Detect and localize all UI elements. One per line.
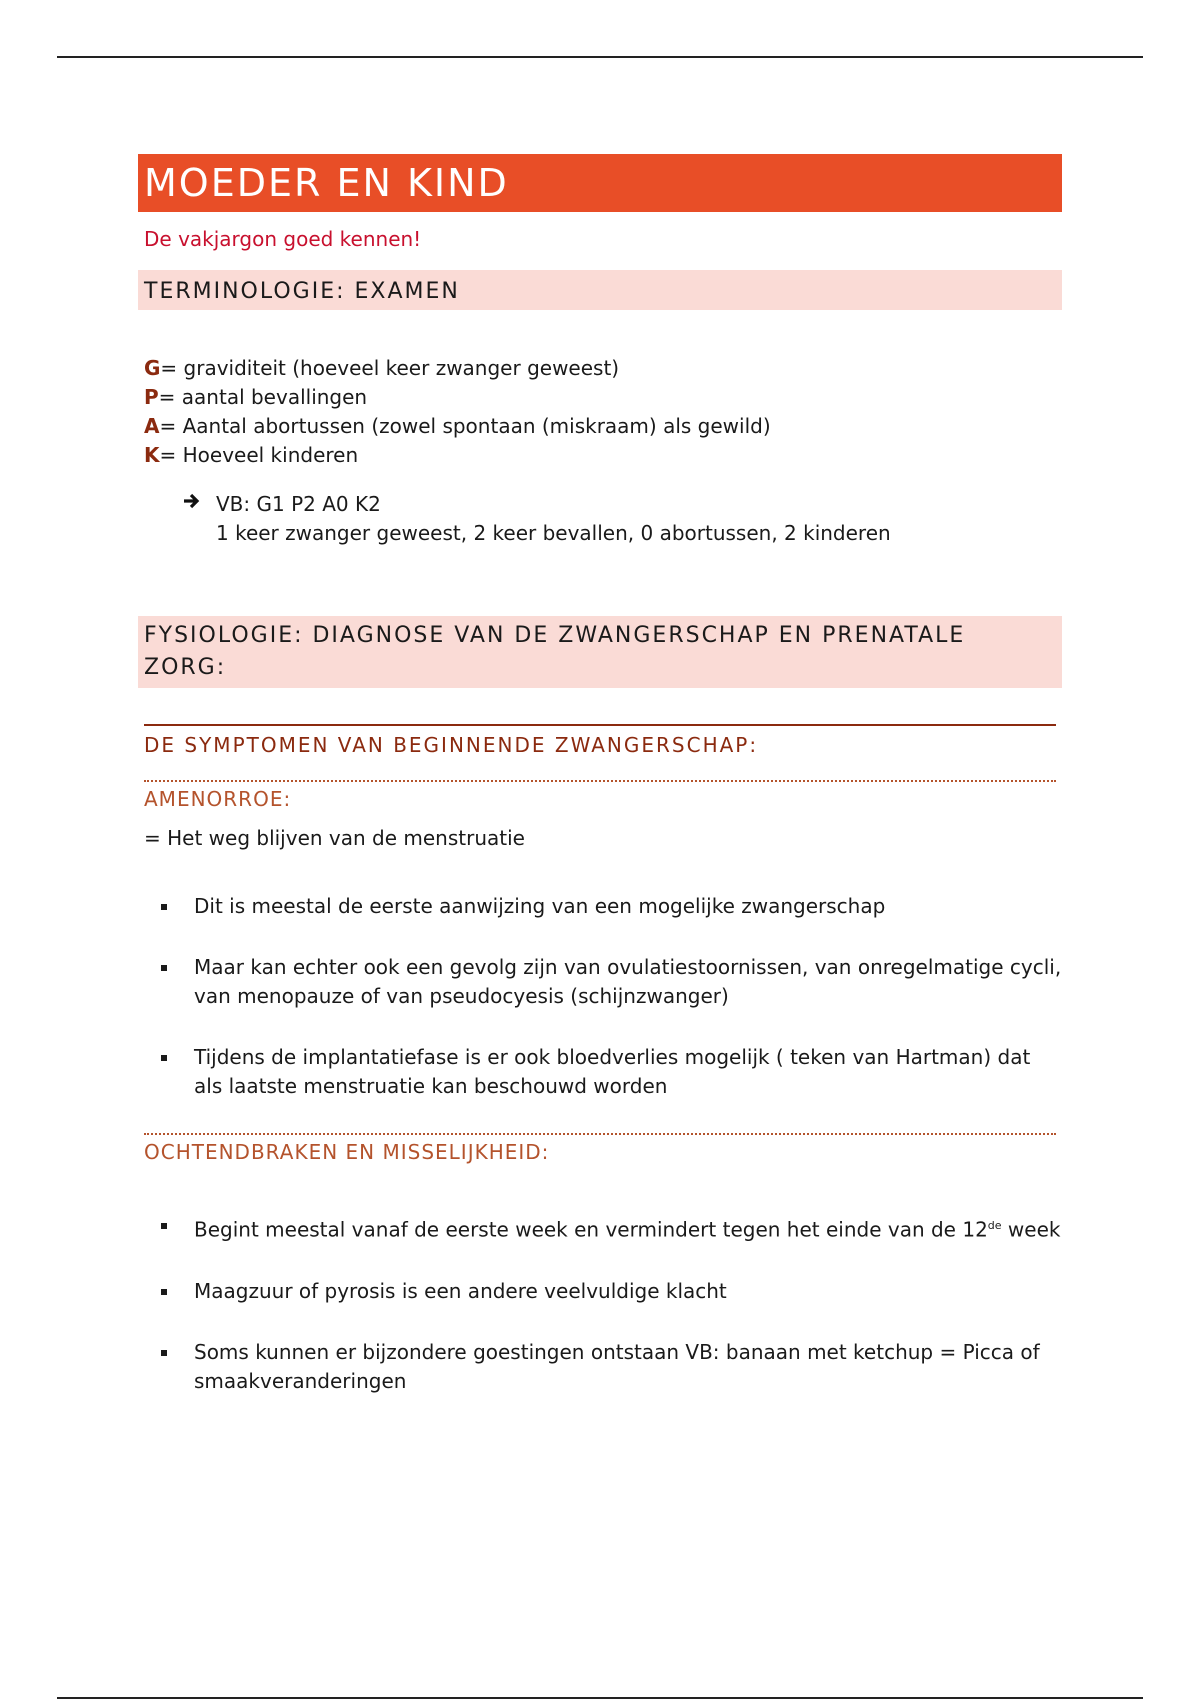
term-item — [144, 412, 1062, 441]
nausea-bullet-list — [138, 1211, 1062, 1396]
list-item-text: Maar kan echter ook een gevolg zijn van ovulatiestoornissen, van onregelmatige cycli, van menopauze of van pseudocyesis (schijnzwanger) — [194, 955, 1062, 1008]
list-item-text: Begint meestal vanaf de eerste week en vermindert tegen het einde van de 12 — [194, 1217, 988, 1242]
square-bullet-icon — [161, 1289, 167, 1295]
list-item — [138, 1277, 1062, 1306]
document-subtitle: De vakjargon goed kennen! — [144, 227, 422, 251]
square-bullet-icon — [161, 1350, 167, 1356]
example-explanation: 1 keer zwanger geweest, 2 keer bevallen, 0 abortussen, 2 kinderen — [216, 521, 891, 545]
list-item-text: Soms kunnen er bijzondere goestingen ontstaan VB: banaan met ketchup = Picca of smaakveranderingen — [194, 1339, 1040, 1393]
term-text: = Aantal abortussen (zowel spontaan (miskraam) als gewild) — [159, 414, 771, 438]
term-letter: G — [144, 356, 161, 380]
term-letter: A — [144, 414, 160, 438]
document-title: MOEDER EN KIND — [138, 154, 1062, 212]
example-code: VB: G1 P2 A0 K2 — [216, 492, 381, 516]
heading-physiology: FYSIOLOGIE: DIAGNOSE VAN DE ZWANGERSCHAP EN PRENATALE ZORG: — [138, 616, 1062, 688]
term-text: = graviditeit (hoeveel keer zwanger geweest) — [160, 356, 620, 380]
square-bullet-icon — [161, 904, 167, 910]
term-text: = aantal bevallingen — [158, 385, 368, 409]
example-block — [182, 490, 1062, 548]
list-item-text: Dit is meestal de eerste aanwijzing van een mogelijke zwangerschap — [194, 894, 886, 918]
term-letter: P — [144, 385, 159, 409]
heading-symptoms: DE SYMPTOMEN VAN BEGINNENDE ZWANGERSCHAP: — [144, 724, 1056, 758]
term-text: = Hoeveel kinderen — [159, 443, 359, 467]
square-bullet-icon — [161, 1055, 167, 1061]
heading-terminology: TERMINOLOGIE: EXAMEN — [138, 270, 1062, 310]
list-item — [138, 953, 1062, 1011]
list-item-text: week — [1001, 1217, 1061, 1242]
page-bottom-rule — [57, 1697, 1143, 1699]
heading-amenorrhea: AMENORROE: — [144, 780, 1056, 812]
list-item — [138, 1211, 1062, 1245]
arrow-right-icon — [182, 490, 216, 548]
heading-nausea: OCHTENDBRAKEN EN MISSELIJKHEID: — [144, 1133, 1056, 1165]
amenorrhea-bullet-list — [138, 892, 1062, 1101]
terms-list — [144, 354, 1062, 470]
list-item — [138, 892, 1062, 921]
list-item — [138, 1043, 1062, 1101]
term-item — [144, 383, 1062, 412]
page-top-rule — [57, 56, 1143, 58]
square-bullet-icon — [161, 1223, 167, 1229]
square-bullet-icon — [161, 965, 167, 971]
term-letter: K — [144, 443, 160, 467]
list-item-text: Tijdens de implantatiefase is er ook bloedverlies mogelijk ( teken van Hartman) dat als laatste menstruatie kan beschouwd worden — [194, 1045, 1031, 1098]
term-item — [144, 354, 1062, 383]
list-item-text: Maagzuur of pyrosis is een andere veelvuldige klacht — [194, 1278, 727, 1303]
ordinal-suffix: de — [987, 1219, 1002, 1232]
document-page — [138, 154, 1062, 1428]
amenorrhea-definition: = Het weg blijven van de menstruatie — [144, 826, 525, 850]
term-item — [144, 441, 1062, 470]
list-item — [138, 1338, 1062, 1396]
